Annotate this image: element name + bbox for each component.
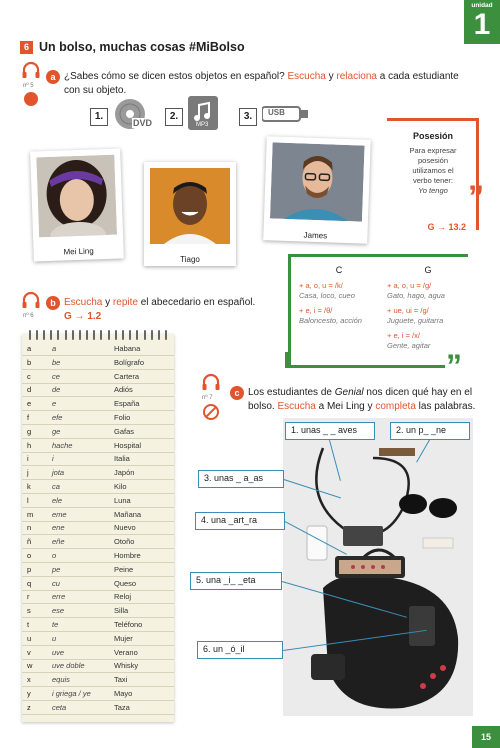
unit-number: 1: [473, 8, 491, 41]
g-example: Gente, agitar: [387, 341, 431, 350]
letter-name: cu: [52, 578, 60, 588]
c-head: C: [335, 265, 343, 275]
bag-label-3[interactable]: 3. unas _ a_as: [198, 470, 284, 488]
example-word: Folio: [114, 413, 131, 422]
example-word: Japón: [114, 468, 135, 478]
alphabet-letter: i: [27, 454, 29, 464]
posesion-line: verbo tener:: [412, 176, 454, 185]
posesion-box: [387, 118, 484, 232]
g-example: Gato, hago, agua: [387, 291, 445, 300]
alphabet-letter: s: [27, 606, 31, 616]
notebook-line: [22, 631, 174, 632]
notebook-line: [22, 534, 174, 535]
grammar-ref[interactable]: G → 1.2: [64, 311, 102, 322]
student-name: James: [303, 230, 328, 241]
instruction-text: y: [105, 297, 111, 308]
notebook-line: [22, 410, 174, 411]
example-word: Teléfono: [114, 620, 143, 629]
letter-name: e: [52, 399, 57, 409]
alphabet-letter: m: [27, 509, 34, 519]
instruction-text: nos dicen qué hay en el bolso.: [248, 387, 473, 412]
student-name: Mei Ling: [63, 246, 94, 257]
example-word: Silla: [114, 606, 129, 616]
notebook-line: [22, 493, 174, 494]
example-word: Peine: [114, 564, 134, 574]
c-example: Casa, loco, cueo: [299, 291, 355, 300]
example-word: Hospital: [114, 440, 142, 450]
page-number: 15: [472, 726, 500, 748]
alphabet-letter: n: [27, 523, 32, 533]
verb-relaciona: relaciona: [336, 71, 377, 82]
letter-name: ceta: [52, 702, 67, 712]
posesion-title: Posesión: [412, 131, 453, 141]
letter-name: ese: [52, 606, 65, 616]
verb-escucha: Escucha: [287, 71, 326, 82]
verb-completa: completa: [375, 401, 416, 412]
audio-number: nº 6: [23, 313, 34, 319]
notebook-line: [22, 396, 174, 397]
alphabet-letter: h: [27, 440, 32, 450]
notebook-line: [22, 700, 174, 701]
notebook-line: [22, 507, 174, 508]
share-icon[interactable]: [24, 92, 38, 106]
bag-label-2[interactable]: 2. un p_ _ne: [390, 422, 470, 440]
notebook-line: [22, 369, 174, 370]
alphabet-letter: x: [27, 675, 31, 685]
alphabet-letter: b: [27, 357, 32, 367]
posesion-line: posesión: [417, 156, 449, 165]
notebook-line: [22, 686, 174, 687]
notebook-line: [22, 424, 174, 425]
notebook-line: [22, 659, 174, 660]
notebook-line: [22, 452, 174, 453]
g-example: Juguete, guitarra: [387, 316, 444, 325]
quote-mark-icon: ”: [446, 348, 462, 384]
notebook-line: [22, 562, 174, 563]
letter-name: pe: [52, 564, 61, 574]
object-number: 1.: [90, 108, 108, 126]
activity-c-instruction: [248, 386, 478, 414]
letter-name: de: [52, 385, 61, 395]
letter-name: u: [52, 633, 57, 643]
letter-name: te: [52, 620, 59, 629]
activity-b-instruction: [64, 296, 284, 310]
instruction-text: Los estudiantes de: [248, 387, 332, 398]
no-writing-icon: [203, 404, 219, 420]
instruction-text: las palabras.: [418, 401, 476, 412]
example-word: Mujer: [114, 633, 133, 643]
g-head: G: [424, 265, 432, 275]
activity-a-instruction: [64, 70, 474, 98]
g-column: [387, 265, 469, 356]
letter-name: ca: [52, 482, 60, 491]
posesion-line: utilizamos el: [412, 166, 454, 175]
notebook-line: [22, 617, 174, 618]
notebook-line: [22, 479, 174, 480]
portrait-tiago: [150, 168, 230, 244]
bag-photo: [283, 418, 473, 716]
activity-b-badge: b: [46, 296, 60, 310]
c-column: [299, 265, 379, 331]
letter-name: eñe: [52, 537, 65, 547]
section-title: [20, 40, 245, 54]
instruction-text: y: [328, 71, 334, 82]
bag-label-1[interactable]: 1. unas _ _ aves: [285, 422, 375, 440]
example-word: Habana: [114, 344, 141, 353]
verb-repite: repite: [112, 297, 138, 308]
example-word: Cartera: [114, 371, 140, 381]
letter-name: erre: [52, 592, 66, 602]
object-number: 2.: [165, 108, 183, 126]
alphabet-letter: p: [27, 564, 32, 574]
letter-name: a: [52, 344, 57, 353]
mp3-icon: [188, 96, 218, 130]
example-word: Gafas: [114, 426, 135, 436]
letter-name: ce: [52, 371, 60, 381]
photo-tiago: [144, 162, 236, 266]
alphabet-letter: c: [27, 371, 31, 381]
audio-number: nº 5: [23, 83, 34, 89]
divider: [285, 365, 445, 368]
letter-name: o: [52, 551, 57, 560]
bag-label-5[interactable]: 5. una _i_ _eta: [190, 572, 282, 590]
alphabet-letter: d: [27, 385, 32, 395]
letter-name: uve: [52, 647, 65, 657]
example-word: Nuevo: [114, 523, 136, 533]
instruction-text: el abecedario en español.: [140, 297, 256, 308]
example-word: Hombre: [114, 551, 141, 560]
alphabet-letter: t: [27, 620, 30, 629]
g-rule: + ue, ui = /g/: [387, 306, 429, 315]
letter-name: equis: [52, 675, 70, 685]
example-word: Reloj: [114, 592, 132, 602]
instruction-text: a Mei Ling y: [318, 401, 373, 412]
instruction-text: a cada estudiante con su objeto.: [64, 71, 459, 96]
letter-name: ele: [52, 495, 63, 505]
notebook-line: [22, 548, 174, 549]
example-word: Taza: [114, 702, 130, 712]
alphabet-letter: v: [27, 647, 31, 657]
activity-a-badge: a: [46, 70, 60, 84]
example-word: Taxi: [114, 675, 128, 685]
portrait-mei-ling: [36, 155, 117, 238]
letter-name: uve doble: [52, 661, 85, 671]
example-word: Italia: [114, 454, 130, 464]
usb-label: USB: [268, 108, 285, 117]
notebook-line: [22, 465, 174, 466]
verb-escucha: Escucha: [277, 401, 316, 412]
example-word: España: [114, 399, 140, 409]
letter-name: i: [52, 454, 54, 464]
example-word: Bolígrafo: [114, 357, 145, 367]
alphabet-notebook: [22, 334, 174, 722]
alphabet-letter: l: [27, 495, 29, 505]
notebook-line: [22, 576, 174, 577]
alphabet-letter: f: [27, 413, 30, 422]
notebook-line: [22, 590, 174, 591]
headphones-icon[interactable]: [20, 60, 42, 82]
photo-james: [263, 136, 371, 244]
g-rule: + e, i = /x/: [387, 331, 420, 340]
audio-number: nº 7: [202, 395, 213, 401]
alphabet-letter: y: [27, 689, 31, 698]
example-word: Otoño: [114, 537, 135, 547]
example-word: Mañana: [114, 509, 142, 519]
letter-name: efe: [52, 413, 63, 422]
alphabet-letter: q: [27, 578, 32, 588]
notebook-line: [22, 714, 174, 715]
example-word: Kilo: [114, 482, 127, 491]
alphabet-letter: r: [27, 592, 30, 602]
c-example: Baloncesto, acción: [299, 316, 362, 325]
letter-name: ge: [52, 426, 61, 436]
headphones-icon[interactable]: [200, 372, 222, 394]
example-word: Verano: [114, 647, 138, 657]
instruction-text: ¿Sabes cómo se dicen estos objetos en español?: [64, 71, 285, 82]
c-rule: + e, i = /θ/: [299, 306, 333, 315]
notebook-rings: [22, 330, 174, 340]
example-word: Queso: [114, 578, 137, 588]
notebook-line: [22, 521, 174, 522]
dvd-label: DVD: [133, 118, 153, 128]
student-name: Tiago: [180, 255, 200, 264]
alphabet-letter: e: [27, 399, 32, 409]
notebook-line: [22, 672, 174, 673]
grammar-ref[interactable]: G → 13.2: [427, 222, 466, 232]
object-number: 3.: [239, 108, 257, 126]
bag-contents-illustration: [283, 418, 473, 716]
section-title-text: Un bolso, muchas cosas #MiBolso: [39, 40, 245, 54]
posesion-example: Yo tengo: [418, 186, 448, 195]
portrait-james: [270, 142, 365, 221]
alphabet-letter: j: [27, 468, 29, 478]
alphabet-letter: o: [27, 551, 32, 560]
dvd-icon: [114, 98, 158, 132]
letter-name: i griega / ye: [52, 689, 91, 698]
letter-name: ene: [52, 523, 65, 533]
alphabet-letter: a: [27, 344, 32, 353]
example-word: Mayo: [114, 689, 133, 698]
unit-tab: [464, 0, 500, 44]
alphabet-letter: u: [27, 633, 32, 643]
notebook-line: [22, 438, 174, 439]
notebook-line: [22, 383, 174, 384]
bag-label-4[interactable]: 4. una _art_ra: [195, 512, 285, 530]
posesion-line: Para expresar: [409, 146, 457, 155]
photo-mei-ling: [30, 148, 124, 261]
c-g-rules-box: [288, 254, 468, 368]
example-word: Luna: [114, 495, 131, 505]
bag-label-6[interactable]: 6. un _ó_il: [197, 641, 283, 659]
alphabet-letter: w: [27, 661, 33, 671]
notebook-line: [22, 603, 174, 604]
activity-c-badge: c: [230, 386, 244, 400]
section-number: 6: [20, 41, 33, 54]
usb-icon: [262, 105, 308, 123]
headphones-icon[interactable]: [20, 290, 42, 312]
c-rule: + a, o, u = /k/: [299, 281, 343, 290]
verb-escucha: Escucha: [64, 297, 103, 308]
alphabet-letter: k: [27, 482, 31, 491]
mp3-label: MP3: [196, 122, 209, 128]
letter-name: eme: [52, 509, 67, 519]
g-rule: + a, o, u = /g/: [387, 281, 432, 290]
alphabet-letter: z: [27, 702, 31, 712]
letter-name: jota: [52, 468, 65, 478]
quote-mark-icon: ”: [468, 179, 484, 215]
unit-word: unidad: [471, 2, 493, 9]
notebook-line: [22, 355, 174, 356]
letter-name: be: [52, 357, 61, 367]
alphabet-letter: ñ: [27, 537, 32, 547]
example-word: Adiós: [114, 385, 133, 395]
letter-name: hache: [52, 440, 73, 450]
example-word: Whisky: [114, 661, 139, 671]
book-title: Genial: [334, 387, 364, 398]
notebook-line: [22, 645, 174, 646]
alphabet-letter: g: [27, 426, 32, 436]
